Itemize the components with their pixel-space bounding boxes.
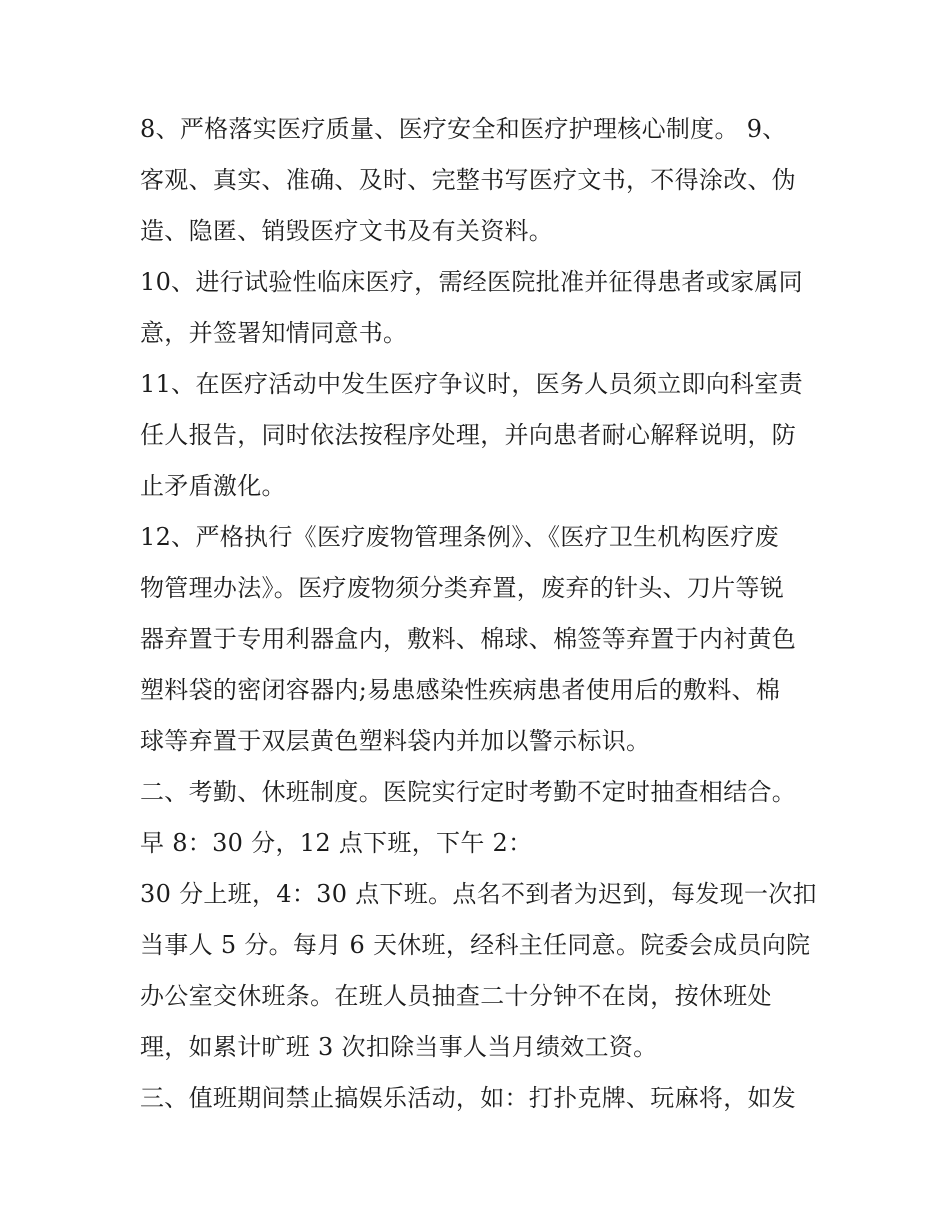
text-line: 任人报告，同时依法按程序处理，并向患者耐心解释说明，防 [140,421,797,449]
text-line: 三、值班期间禁止搞娱乐活动，如：打扑克牌、玩麻将，如发 [140,1084,797,1112]
text-line: 塑料袋的密闭容器内;易患感染性疾病患者使用后的敷料、棉 [140,676,781,704]
text-line: 办公室交休班条。在班人员抽查二十分钟不在岗，按休班处 [140,982,772,1010]
text-line: 物管理办法》。医疗废物须分类弃置，废弃的针头、刀片等锐 [140,574,785,602]
text-line: 8、严格落实医疗质量、医疗安全和医疗护理核心制度。 9、 [140,115,787,143]
text-line: 止矛盾激化。 [140,472,286,500]
text-line: 11、在医疗活动中发生医疗争议时，医务人员须立即向科室责 [140,370,803,398]
text-line: 客观、真实、准确、及时、完整书写医疗文书，不得涂改、伪 [140,166,797,194]
text-line: 器弃置于专用利器盒内，敷料、棉球、棉签等弃置于内衬黄色 [140,625,797,653]
text-line: 造、隐匿、销毁医疗文书及有关资料。 [140,217,554,245]
text-line: 10、进行试验性临床医疗，需经医院批准并征得患者或家属同 [140,268,803,296]
text-line: 理，如累计旷班 3 次扣除当事人当月绩效工资。 [140,1033,658,1061]
text-line: 12、严格执行《医疗废物管理条例》、《医疗卫生机构医疗废 [140,523,779,551]
text-line: 当事人 5 分。每月 6 天休班，经科主任同意。院委会成员向院 [140,931,811,959]
text-line: 球等弃置于双层黄色塑料袋内并加以警示标识。 [140,727,651,755]
text-line: 早 8：30 分，12 点下班，下午 2： [140,829,533,857]
text-line: 意，并签署知情同意书。 [140,319,408,347]
text-line: 二、考勤、休班制度。医院实行定时考勤不定时抽查相结合。 [140,778,797,806]
text-line: 30 分上班，4：30 点下班。点名不到者为迟到，每发现一次扣 [140,880,817,908]
